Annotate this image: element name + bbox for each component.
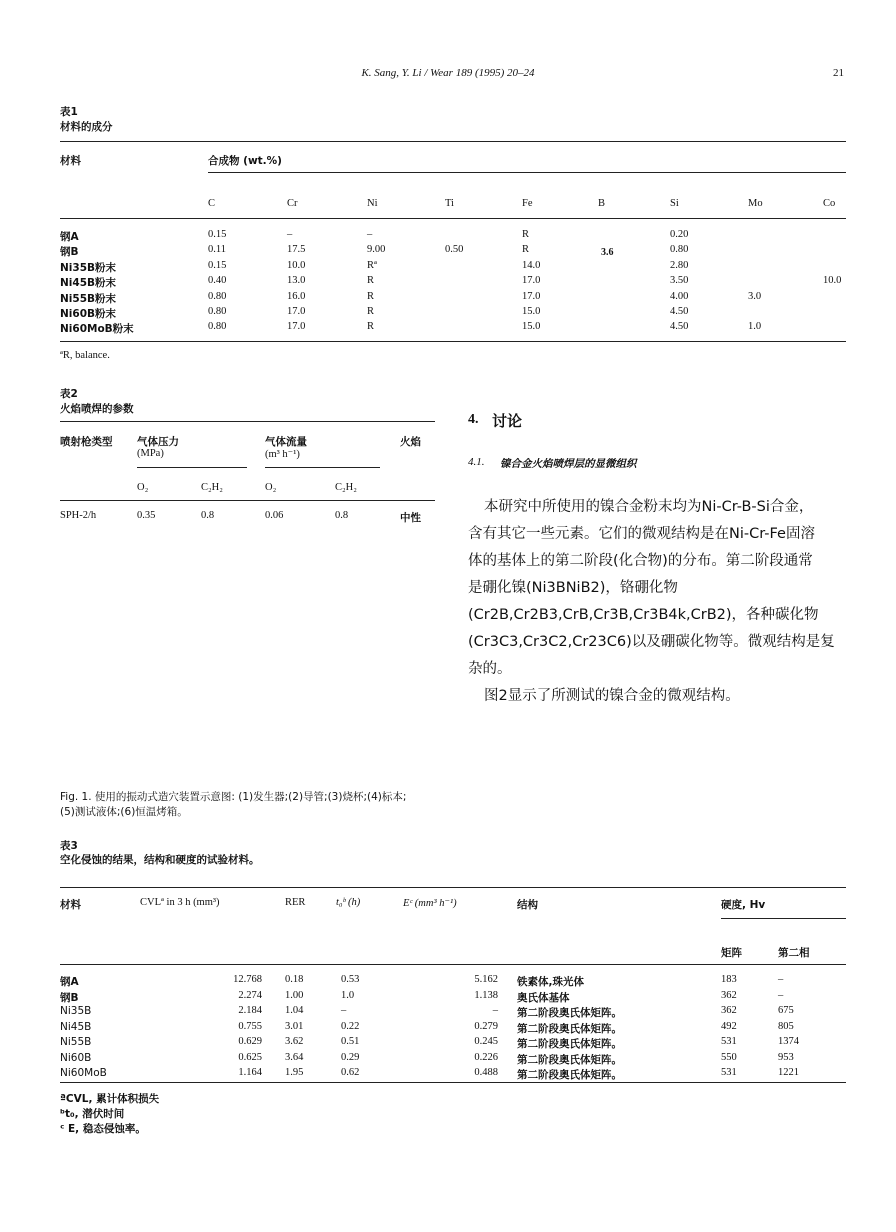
table3-cell-structure: 第二阶段奥氏体矩阵。	[517, 1038, 622, 1050]
table3-title: 空化侵蚀的结果，结构和硬度的试验材料。	[60, 854, 260, 866]
table1-title: 材料的成分	[60, 121, 113, 133]
table1-header-fe: Fe	[522, 198, 533, 209]
paragraph-line: (Cr3C3,Cr3C2,Cr23C6)以及硼碳化物等。微观结构是复	[468, 634, 835, 650]
table1-row-name: Ni60MoB粉末	[60, 323, 134, 336]
table1-top-rule	[60, 141, 846, 142]
table1-cell-si: 2.80	[670, 259, 689, 271]
table3-cell-second-phase: 953	[778, 1051, 794, 1063]
table3-cell-rer: 1.00	[285, 989, 304, 1001]
table3-hardness-rule	[721, 918, 846, 919]
table3-cell-cvl: 1.164	[238, 1067, 262, 1078]
table1-col-material: 材料	[60, 155, 81, 167]
table3-col-matrix: 矩阵	[721, 947, 742, 959]
table3-cell-rer: 3.01	[285, 1020, 304, 1032]
table1-cell-cr: 17.5	[287, 244, 306, 256]
table3-cell-t0: 0.29	[341, 1051, 360, 1063]
table3-cell-rer: 0.18	[285, 974, 304, 985]
table3-label: 表3	[60, 840, 78, 852]
table3-cell-t0: 0.51	[341, 1036, 360, 1047]
table3-cell-matrix: 362	[721, 989, 737, 1001]
table3-cell-second-phase: 805	[778, 1020, 794, 1032]
table1-cell-cr: 16.0	[287, 290, 306, 302]
table1-row-name: Ni55B粉末	[60, 292, 117, 305]
discussion-paragraph	[468, 494, 848, 683]
paragraph-line: 杂的。	[468, 661, 512, 677]
table2-pressure-c2h2: 0.8	[201, 510, 215, 521]
table2-pressure-rule	[137, 467, 247, 468]
table3-row-name: 钢A	[60, 976, 79, 988]
table2-top-rule	[60, 421, 435, 422]
table1-row-name: Ni60B粉末	[60, 308, 117, 320]
table3-cell-structure: 第二阶段奥氏体矩阵。	[517, 1007, 622, 1019]
table1-cell-c: 0.80	[208, 290, 227, 302]
table1-cell-ni: R	[367, 290, 375, 302]
table3-cell-e: 0.245	[474, 1036, 498, 1047]
table2-col-flame: 火焰	[400, 436, 421, 448]
table1-cell-fe: 17.0	[522, 290, 541, 302]
table1-header-co: Co	[823, 198, 836, 209]
table1-label: 表1	[60, 106, 78, 118]
paragraph-line: 含有其它一些元素。它们的微观结构是在Ni-Cr-Fe固溶	[468, 526, 815, 542]
table3-cell-t0: 0.53	[341, 974, 360, 985]
table1-composition-label: 合成物 (wt.%)	[208, 155, 282, 167]
table3-col-hardness: 硬度, Hv	[721, 899, 766, 911]
table1-header-c: C	[208, 198, 216, 209]
table1-bottom-rule	[60, 341, 846, 342]
table1-cell-si: 4.00	[670, 290, 689, 302]
table2-sub-c2h2-pressure: C₂H₂	[201, 482, 223, 493]
table1-cell-ni: R	[367, 306, 375, 317]
figure1-caption-line2: (5)测试液体;(6)恒温烤箱。	[60, 806, 188, 818]
table2-flame: 中性	[400, 512, 421, 524]
table1-header-ti: Ti	[445, 198, 454, 209]
table2-sub-c2h2-flow: C₂H₂	[335, 482, 357, 493]
table1-cell-si: 3.50	[670, 275, 689, 287]
table1-header-mo: Mo	[748, 198, 763, 209]
page-number: 21	[833, 67, 844, 79]
table1-cell-c: 0.15	[208, 259, 227, 271]
table1-cell-co: 10.0	[823, 275, 842, 287]
paragraph-line: 是硼化镍(Ni3BNiB2)，铬硼化物	[468, 580, 678, 596]
table3-col-material: 材料	[60, 899, 81, 911]
table3-cell-structure: 第二阶段奥氏体矩阵。	[517, 1053, 622, 1066]
section-number: 4.	[468, 412, 479, 427]
table1-cell-c: 0.15	[208, 229, 227, 240]
table3-col-t0: t₀ᵇ (h)	[336, 897, 361, 908]
table2-col-gas-pressure: 气体压力	[137, 436, 179, 448]
table3-cell-e: 0.488	[474, 1067, 498, 1078]
table3-cell-structure: 第二阶段奥氏体矩阵。	[517, 1022, 622, 1035]
table2-gun: SPH-2/h	[60, 510, 97, 521]
table1-cell-fe: R	[522, 229, 530, 240]
table1-footnote: ªR, balance.	[60, 350, 110, 361]
table3-cell-cvl: 0.755	[238, 1020, 262, 1032]
table3-col-structure: 结构	[517, 899, 538, 911]
table3-col-rer: RER	[285, 897, 306, 908]
table2-title: 火焰喷焊的参数	[60, 403, 134, 415]
table1-cell-cr: –	[287, 229, 293, 240]
table3-cell-e: 5.162	[474, 974, 498, 985]
table1-cell-ti: 0.50	[445, 244, 464, 256]
table1-row-name: 钢B	[60, 246, 79, 259]
table1-row-name: Ni45B粉末	[60, 277, 117, 290]
table1-cell-fe: 17.0	[522, 275, 541, 287]
table1-boron-merged-value: 3.6	[601, 247, 614, 258]
table3-cell-t0: –	[341, 1005, 347, 1016]
table1-cell-fe: 15.0	[522, 306, 541, 317]
running-title: K. Sang, Y. Li / Wear 189 (1995) 20–24	[361, 67, 535, 79]
table3-cell-cvl: 12.768	[233, 974, 262, 985]
table3-cell-matrix: 531	[721, 1067, 737, 1078]
table3-cell-second-phase: 1221	[778, 1067, 799, 1078]
table1-cell-ni: –	[367, 229, 373, 240]
table3-cell-cvl: 2.184	[238, 1005, 262, 1016]
table1-cell-fe: 14.0	[522, 259, 541, 271]
table3-col-second-phase: 第二相	[778, 947, 810, 959]
table2-col-gas-flow: 气体流量	[265, 436, 307, 448]
table1-cell-ni: R	[367, 321, 375, 333]
table3-cell-structure: 第二阶段奥氏体矩阵。	[517, 1069, 622, 1081]
table2-flow-o2: 0.06	[265, 510, 284, 521]
table1-cell-cr: 10.0	[287, 259, 306, 271]
table2-flow-rule	[265, 467, 380, 468]
table1-cell-c: 0.80	[208, 306, 227, 317]
table2-pressure-o2: 0.35	[137, 510, 156, 521]
table1-cell-cr: 17.0	[287, 321, 306, 333]
table2-header-rule	[60, 500, 435, 501]
table1-cell-c: 0.11	[208, 244, 226, 256]
table3-row-name: Ni55B	[60, 1036, 92, 1048]
table1-cell-fe: R	[522, 244, 530, 256]
table1-cell-si: 0.20	[670, 229, 689, 240]
table3-cell-e: 0.279	[474, 1020, 498, 1032]
table3-row-name: Ni35B	[60, 1005, 92, 1017]
table3-footnote-3: ᶜ E, 稳态侵蚀率。	[60, 1123, 146, 1135]
table1-header-b: B	[598, 198, 606, 209]
table1-cell-mo: 1.0	[748, 321, 762, 333]
table3-cell-second-phase: –	[778, 974, 784, 985]
table3-bottom-rule	[60, 1082, 846, 1083]
table3-cell-cvl: 2.274	[238, 989, 262, 1001]
table3-row-name: Ni45B	[60, 1020, 92, 1033]
table1-row-name: Ni35B粉末	[60, 261, 117, 274]
table2-flow-c2h2: 0.8	[335, 510, 349, 521]
table3-cell-rer: 1.95	[285, 1067, 304, 1078]
figure1-caption-line1: Fig. 1. 使用的振动式造穴装置示意图: (1)发生器;(2)导管;(3)烧杯;(4)标本;	[60, 791, 407, 803]
table1-cell-si: 4.50	[670, 321, 689, 333]
table1-cell-c: 0.80	[208, 321, 227, 333]
table3-cell-matrix: 362	[721, 1005, 737, 1016]
table1-header-rule	[60, 218, 846, 219]
table1-cell-c: 0.40	[208, 275, 227, 287]
table3-col-e: Eᶜ (mm³ h⁻¹)	[403, 898, 457, 909]
paragraph-line: 体的基体上的第二阶段(化合物)的分布。第二阶段通常	[468, 553, 813, 569]
table3-cell-e: 1.138	[474, 989, 498, 1001]
table1-cell-ni: 9.00	[367, 244, 386, 256]
table3-cell-t0: 0.62	[341, 1067, 360, 1078]
table3-cell-rer: 3.62	[285, 1036, 304, 1047]
table3-footnote-2: ᵇt₀, 潜伏时间	[60, 1108, 125, 1120]
table1-cell-mo: 3.0	[748, 290, 762, 302]
table2-label: 表2	[60, 388, 78, 400]
table3-cell-second-phase: 1374	[778, 1036, 799, 1047]
table3-cell-cvl: 0.625	[238, 1051, 262, 1063]
table3-cell-e: –	[492, 1005, 498, 1016]
table1-sub-rule	[208, 172, 846, 173]
table2-sub-o2-flow: O₂	[265, 482, 277, 493]
table3-cell-rer: 1.04	[285, 1005, 304, 1016]
table3-col-cvl: CVLª in 3 h (mm³)	[140, 897, 220, 908]
table1-cell-cr: 17.0	[287, 306, 306, 317]
table3-cell-e: 0.226	[474, 1051, 498, 1063]
table3-row-name: 钢B	[60, 991, 79, 1004]
subsection-title: 镍合金火焰喷焊层的显微组织	[500, 458, 637, 470]
table1-cell-cr: 13.0	[287, 275, 306, 287]
table3-row-name: Ni60MoB	[60, 1067, 107, 1079]
table3-cell-second-phase: 675	[778, 1005, 794, 1016]
table3-cell-matrix: 550	[721, 1051, 737, 1063]
subsection-number: 4.1.	[468, 456, 485, 468]
table1-row-name: 钢A	[60, 231, 79, 243]
discussion-paragraph-2: 图2显示了所测试的镍合金的微观结构。	[484, 688, 740, 704]
table1-cell-si: 4.50	[670, 306, 689, 317]
table2-col-gas-pressure-unit: (MPa)	[137, 448, 164, 459]
table1-cell-ni: Rª	[367, 259, 377, 271]
table3-cell-t0: 0.22	[341, 1020, 360, 1032]
table1-cell-si: 0.80	[670, 244, 689, 256]
table3-cell-matrix: 183	[721, 974, 737, 985]
table3-cell-structure: 铁素体,珠光体	[517, 976, 584, 988]
section-title: 讨论	[492, 412, 523, 430]
table3-cell-t0: 1.0	[341, 989, 355, 1001]
table2-col-gun-type: 喷射枪类型	[60, 436, 113, 448]
table3-cell-rer: 3.64	[285, 1051, 304, 1063]
table1-cell-fe: 15.0	[522, 321, 541, 333]
paragraph-line: (Cr2B,Cr2B3,CrB,Cr3B,Cr3B4k,CrB2)，各种碳化物	[468, 607, 819, 623]
table3-cell-matrix: 492	[721, 1020, 737, 1032]
table1-header-si: Si	[670, 198, 679, 209]
table3-cell-matrix: 531	[721, 1036, 737, 1047]
table3-cell-structure: 奥氏体基体	[517, 991, 570, 1004]
table1-header-ni: Ni	[367, 198, 378, 209]
table3-row-name: Ni60B	[60, 1051, 92, 1064]
table1-header-cr: Cr	[287, 198, 298, 209]
table3-header-rule	[60, 964, 846, 965]
table3-cell-second-phase: –	[778, 989, 784, 1001]
paragraph-line: 本研究中所使用的镍合金粉末均为Ni-Cr-B-Si合金，	[484, 499, 814, 515]
table3-top-rule	[60, 887, 846, 888]
table2-sub-o2-pressure: O₂	[137, 482, 149, 493]
table3-cell-cvl: 0.629	[238, 1036, 262, 1047]
table1-cell-ni: R	[367, 275, 375, 287]
table3-footnote-1: ªCVL, 累计体积损失	[60, 1093, 160, 1105]
table2-col-gas-flow-unit: (m³ h⁻¹)	[265, 449, 300, 460]
